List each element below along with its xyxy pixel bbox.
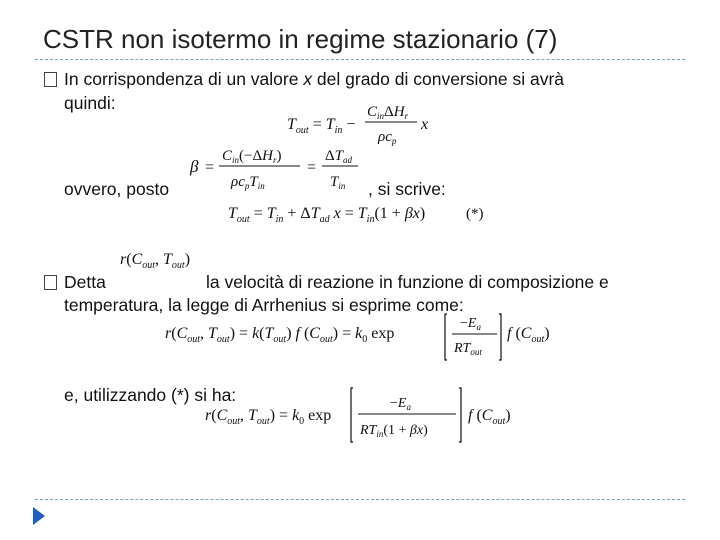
svg-text:ρcp: $\rho c_p$	[378, 129, 397, 146]
svg-text:Tin: $T_{in}$	[330, 174, 346, 191]
bullet-1-line-2: quindi:	[64, 93, 116, 113]
bullet-1-variable: x	[303, 69, 313, 89]
svg-text:ΔTad: $\Delta T_{ad}$	[325, 148, 352, 165]
equation-rate-symbol	[120, 251, 190, 271]
equation-beta	[189, 148, 358, 191]
equation-arrhenius	[165, 314, 550, 360]
slide-title: CSTR non isotermo in regime stazionario (7)	[43, 24, 558, 54]
footer-divider	[35, 499, 685, 500]
svg-text:=: =	[307, 159, 317, 176]
svg-text:=: =	[205, 159, 215, 176]
svg-text:Cin(−ΔHr): $C_{in}(-\Delta H_r)$	[222, 148, 282, 165]
bullet-2-line-2: temperatura, la legge di Arrhenius si esprime come:	[64, 295, 464, 315]
si-scrive-text: , si scrive:	[368, 179, 446, 199]
svg-text:x: x	[421, 116, 429, 133]
utilizzando-text: e, utilizzando (*) si ha:	[64, 385, 237, 405]
svg-text:RTout: $RT_{out}$	[454, 341, 482, 357]
bullet-1-text-a: In corrispondenza di un valore	[64, 69, 304, 89]
bullet-2-text-a: Detta	[64, 272, 106, 292]
bullet-2-text-b: la velocità di reazione in funzione di composizione e	[206, 272, 609, 292]
svg-text:CinΔHr: $C_{in}\Delta H_r$	[367, 104, 409, 121]
svg-text:r(Cout, Tout): $r(C_{out}$, $T_{out}$)	[120, 251, 191, 271]
svg-text:Tout = Tin −: $T_{out} = T_{in}$ −	[287, 116, 356, 136]
svg-text:−Ea: $-E_a$	[390, 396, 411, 412]
svg-text:β: β	[190, 157, 199, 176]
svg-text:f (Cout): f $(C_{out})$	[507, 325, 550, 345]
svg-text:r(Cout, Tout) = k(Tout) f (Cou: $r(C_{out}$, $T_{out}) = k(T_{out})$ f $(C_{out}) = k_0$ exp	[165, 325, 395, 345]
svg-text:ρcpTin: $\rho c_pT_{in}$	[231, 174, 265, 191]
equation-rate-final	[205, 388, 511, 442]
svg-text:RTin(1 + βx): $RT_{in}(1 + \beta x)$	[360, 423, 428, 439]
ovvero-text: ovvero, posto	[64, 179, 170, 199]
svg-text:Tout = Tin + ΔTad x = Tin(1 +: $T_{out} = T_{in} + \Delta T_{ad}$ $x = T_{in}(1 + \beta x)$	[228, 205, 426, 225]
equation-energy-balance	[287, 104, 428, 146]
next-slide-arrow-icon[interactable]	[33, 507, 45, 525]
equation-outlet-temperature	[228, 205, 484, 225]
bullet-1-text-b: del grado di conversione si avrà	[312, 69, 565, 89]
svg-text:f (Cout): f $(C_{out})$	[468, 407, 511, 427]
svg-text:r(Cout, Tout) = k0 exp: $r(C_{out}$, $T_{out}) = k_0$ exp	[205, 407, 332, 427]
equation-star-label: (*)	[466, 206, 484, 222]
svg-text:−Ea: $-E_a$	[460, 316, 481, 332]
